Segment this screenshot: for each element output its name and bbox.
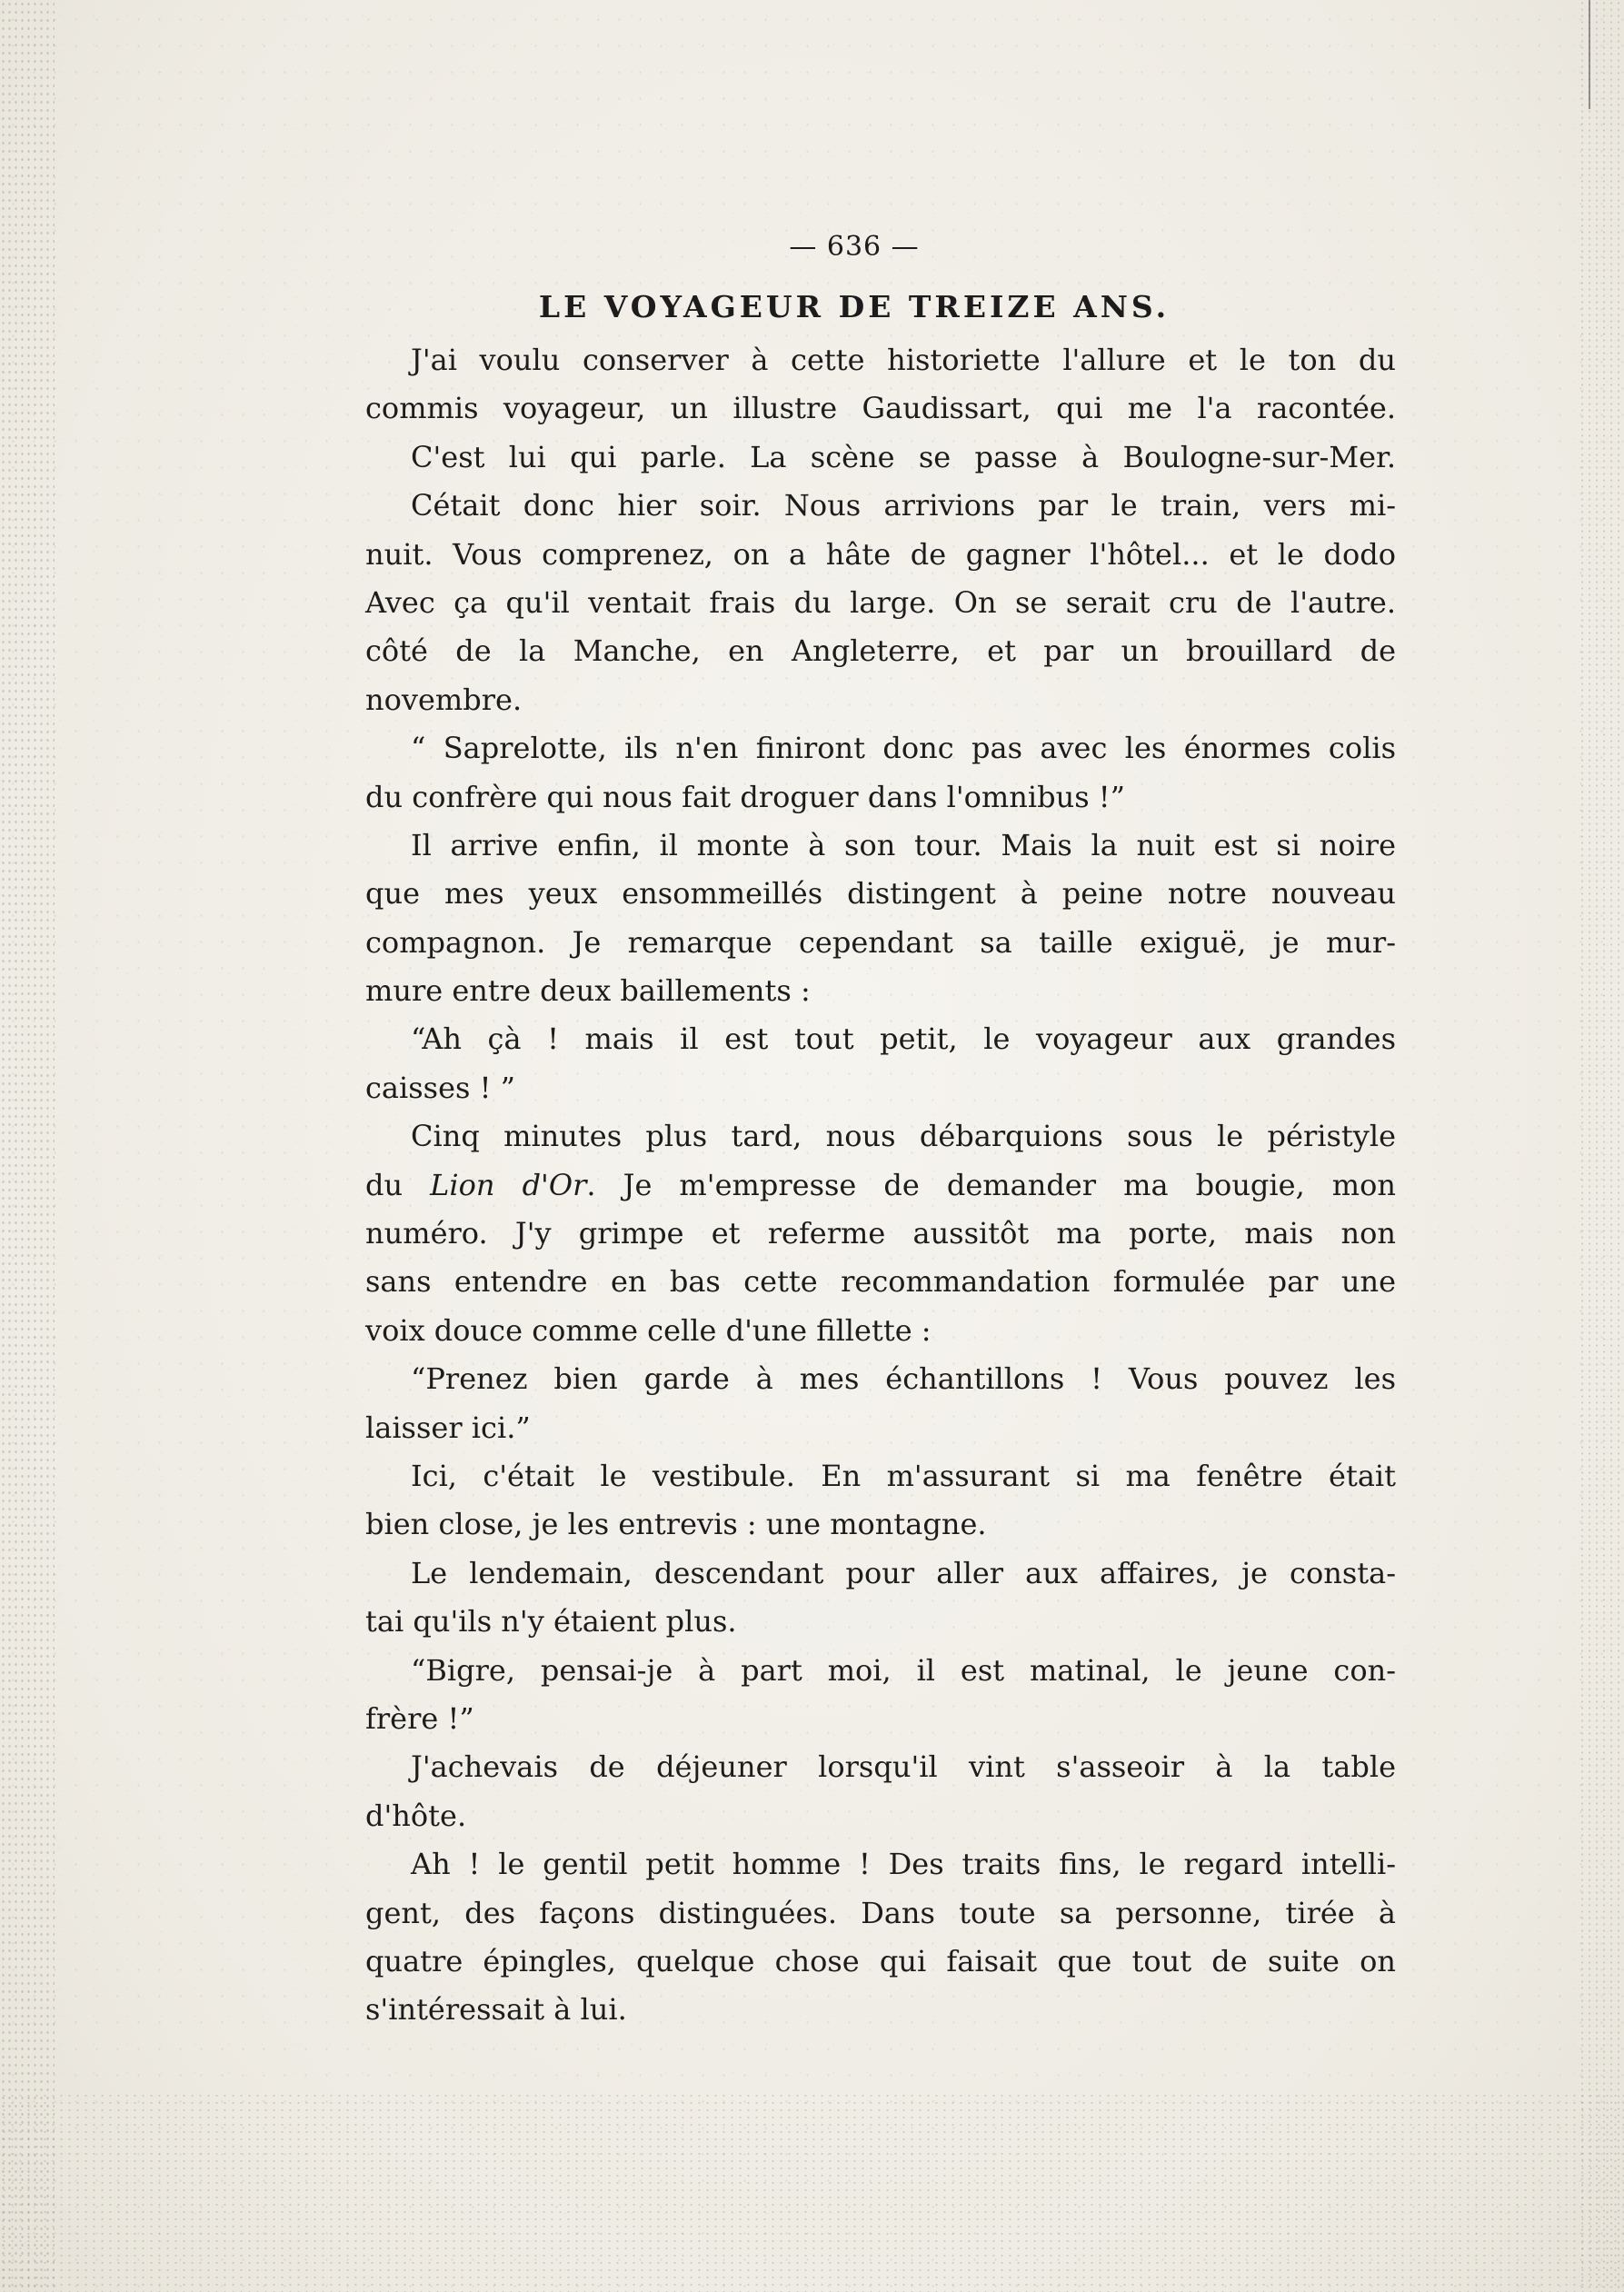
text-line: caisses ! ” [365,1070,515,1105]
body-text [365,336,1396,2035]
bottom-edge-noise [0,2092,1624,2292]
text-line: s'intéressait à lui. [365,1992,627,2028]
text-line: du confrère qui nous fait droguer dans l'omnibus !” [365,779,1126,814]
text-line: “Ah çà ! mais il est tout petit, le voyageur aux grandes [411,1021,1396,1057]
text-line: frère !” [365,1700,474,1736]
text-line: tai qu'ils n'y étaient plus. [365,1604,737,1639]
text-line: nuit. Vous comprenez, on a hâte de gagner l'hôtel... et le dodo [365,536,1396,572]
page-number: — 636 — [789,231,920,263]
text-line: “ Saprelotte, ils n'en finiront donc pas avec les énormes colis [411,731,1396,766]
page-title: LE VOYAGEUR DE TREIZE ANS. [538,289,1171,324]
text-line: Cinq minutes plus tard, nous débarquions sous le péristyle [411,1119,1396,1154]
text-line: C'est lui qui parle. La scène se passe à Boulogne-sur-Mer. [411,439,1396,474]
text-line: Ah ! le gentil petit homme ! Des traits fins, le regard intelli- [411,1847,1396,1882]
text-line: J'achevais de déjeuner lorsqu'il vint s'asseoir à la table [411,1749,1396,1785]
text-line: voix douce comme celle d'une fillette : [365,1312,932,1348]
text-line: que mes yeux ensommeillés distingent à peine notre nouveau [365,876,1396,912]
text-line: gent, des façons distinguées. Dans toute sa personne, tirée à [365,1895,1396,1930]
text-line: numéro. J'y grimpe et referme aussitôt ma porte, mais non [365,1216,1396,1251]
text-line: mure entre deux baillements : [365,973,811,1009]
text-line: sans entendre en bas cette recommandation formulée par une [365,1264,1396,1300]
left-edge-noise [0,0,55,2292]
text-line: “Bigre, pensai-je à part moi, il est matinal, le jeune con- [411,1652,1396,1688]
text-line: commis voyageur, un illustre Gaudissart, qui me l'a racontée. [365,391,1396,426]
text-line: bien close, je les entrevis : une montagne. [365,1507,987,1542]
text-line: Le lendemain, descendant pour aller aux affaires, je consta- [411,1555,1396,1590]
right-edge-mark [1589,0,1590,109]
text-line: du Lion d'Or. Je m'empresse de demander ma bougie, mon [365,1167,1397,1202]
text-line: côté de la Manche, en Angleterre, et par un brouillard de [365,633,1396,669]
text-line: Ici, c'était le vestibule. En m'assurant si ma fenêtre était [411,1458,1396,1493]
text-line: laisser ici.” [365,1410,531,1445]
text-line: novembre. [365,682,523,717]
text-line: compagnon. Je remarque cependant sa taille exiguë, je mur- [365,924,1396,960]
text-line: “Prenez bien garde à mes échantillons ! Vous pouvez les [411,1361,1396,1397]
right-edge-noise [1579,0,1624,2292]
text-line: J'ai voulu conserver à cette historiette l'allure et le ton du [411,343,1396,377]
text-line: Avec ça qu'il ventait frais du large. On se serait cru de l'autre. [365,584,1396,620]
text-line: Il arrive enfin, il monte à son tour. Mais la nuit est si noire [411,827,1396,862]
text-line: quatre épingles, quelque chose qui faisait que tout de suite on [365,1943,1396,1978]
text-line: d'hôte. [365,1798,467,1833]
text-line: Cétait donc hier soir. Nous arrivions par le train, vers mi- [411,488,1396,523]
italic-text: Lion d'Or [430,1167,587,1202]
